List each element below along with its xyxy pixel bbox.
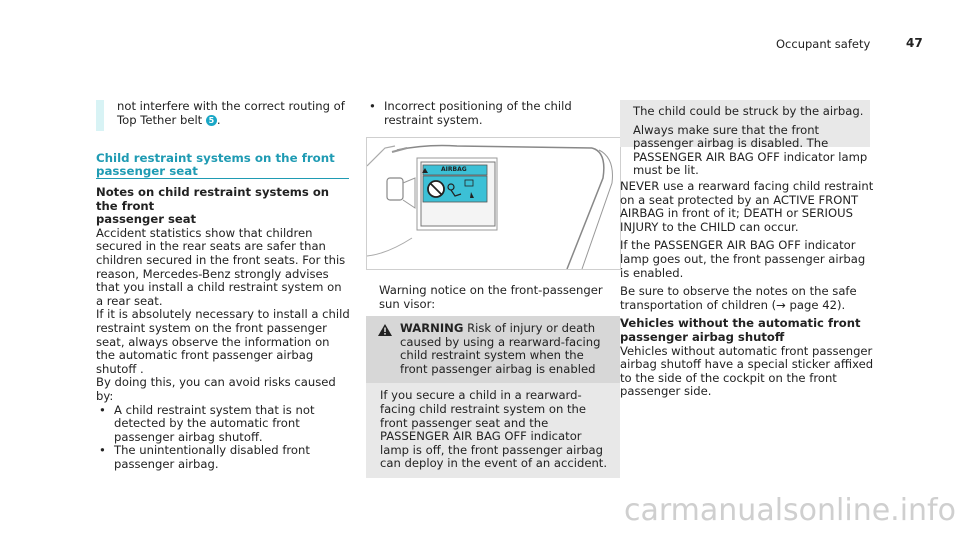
- list-item: • Incorrect positioning of the child restraint system.: [366, 100, 620, 127]
- warning-label: WARNING: [400, 321, 464, 335]
- list-item: • A child restraint system that is not detected by the automatic front passenger airbag shutoff.: [96, 404, 352, 445]
- warning-box: [366, 316, 620, 478]
- watermark: carmanualsonline.info: [624, 493, 956, 528]
- warning-header: [366, 316, 620, 383]
- paragraph: If the PASSENGER AIR BAG OFF indicator lamp goes out, the front passenger airbag is enabled.: [620, 238, 866, 280]
- paragraph: If it is absolutely necessary to install a child restraint system on the front passenger seat, always observe the information on the automatic front passenger airbag shutoff .: [96, 307, 350, 376]
- paragraph: Be sure to observe the notes on the safe transportation of children (→ page 42).: [620, 284, 857, 312]
- paragraph: Vehicles without automatic front passenger airbag shutoff have a special sticker affixed to the side of the cockpit on the front passenger side.: [620, 343, 874, 399]
- sun-visor-drawing: [367, 138, 620, 269]
- paragraph: Always make sure that the front passenger airbag is disabled. The PASSENGER AIR BAG OFF indicator lamp must be lit.: [633, 122, 868, 178]
- column-left: [117, 100, 349, 127]
- airbag-label: AIRBAG: [441, 166, 467, 173]
- image-caption: Warning notice on the front-passenger sun visor:: [379, 283, 603, 311]
- section-title: Occupant safety: [776, 37, 871, 51]
- warning-headline: Risk of injury or death caused by using a rearward-facing child restraint system when the front passenger airbag is enabled: [400, 321, 601, 376]
- column-right-box: [633, 105, 869, 178]
- warning-body: If you secure a child in a rearward-facing child restraint system on the front passenger seat and the PASSENGER AIR BAG OFF indicator lamp is off, the front passenger airbag can deploy in the event of an accident.: [380, 388, 608, 471]
- section-heading: Child restraint systems on the front passenger seat: [96, 151, 335, 178]
- column-middle: [366, 100, 620, 127]
- reference-number-badge: 5: [206, 115, 217, 126]
- list-item: • The unintentionally disabled front passenger airbag.: [96, 444, 352, 471]
- subheading: Vehicles without the automatic front passenger airbag shutoff: [620, 316, 861, 344]
- intro-text: not interfere with the correct routing of Top Tether belt 5 .: [117, 99, 345, 127]
- paragraph: By doing this, you can avoid risks caused by:: [96, 375, 336, 403]
- continuation-marker: [96, 100, 104, 131]
- subheading: Notes on child restraint systems on the front passenger seat: [96, 185, 330, 227]
- paragraph: The child could be struck by the airbag.: [633, 104, 864, 118]
- paragraph: Accident statistics show that children secured in the rear seats are safer than children secured in the front seats. For this reason, Mercedes-Benz strongly advises that you install a child restraint system on a rear seat.: [96, 225, 346, 308]
- heading-rule: [96, 178, 349, 179]
- sun-visor-illustration: [366, 137, 621, 270]
- column-right: [620, 180, 876, 399]
- page-number: 47: [906, 36, 923, 50]
- paragraph: NEVER use a rearward facing child restraint on a seat protected by an ACTIVE FRONT AIRBAG in front of it; DEATH or SERIOUS INJURY to the CHILD can occur.: [620, 179, 874, 234]
- warning-triangle-icon: [378, 324, 392, 336]
- column-left-body: [96, 186, 352, 471]
